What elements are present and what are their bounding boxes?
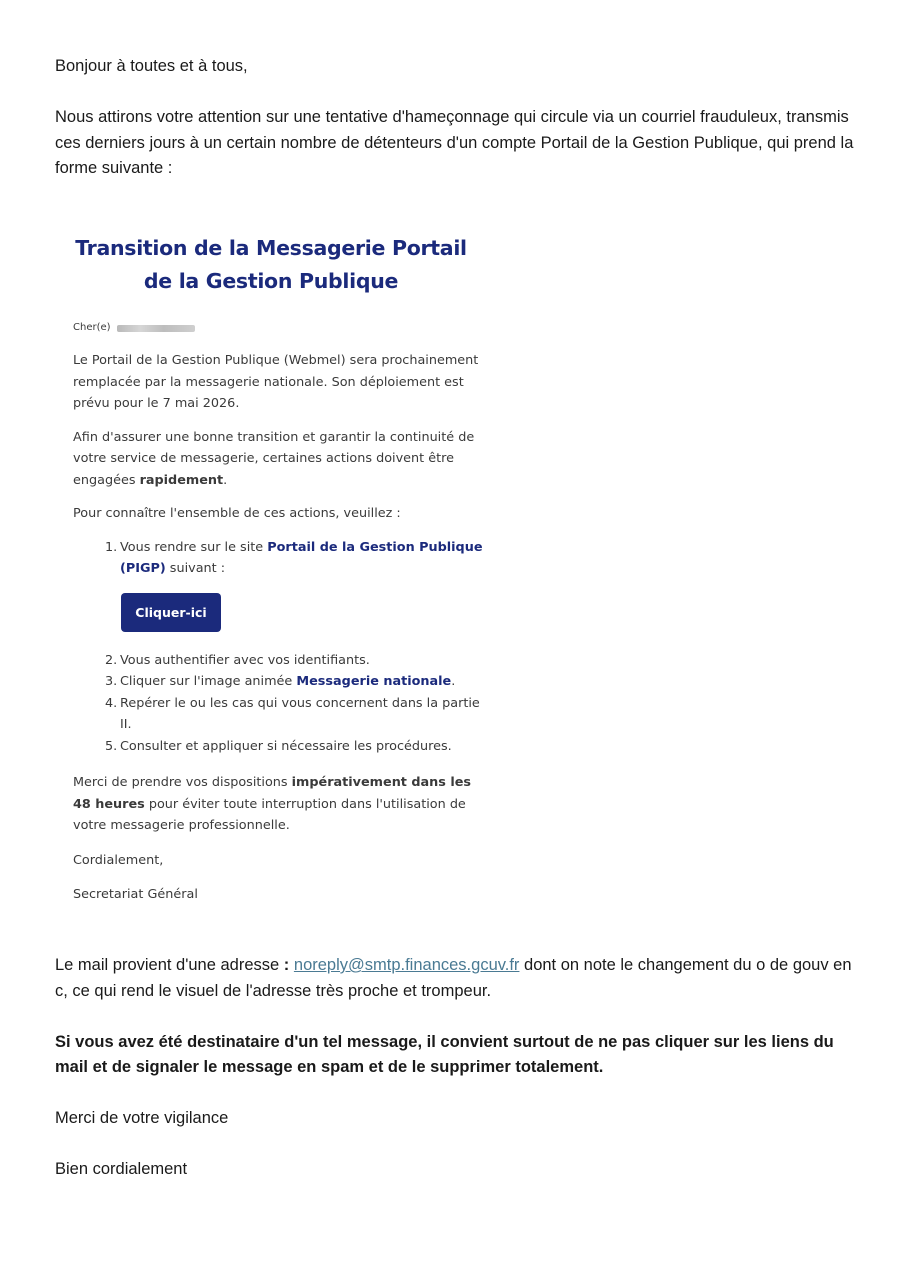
phishing-email-p4	[66, 772, 486, 837]
step-number: 5.	[105, 738, 118, 754]
intro-section	[55, 54, 855, 207]
sender-prefix: Le mail provient d'une adresse	[55, 956, 284, 974]
list-item	[105, 693, 486, 736]
phishing-email-signature: Secretariat Général	[73, 887, 198, 902]
greeting-prefix: Cher(e)	[73, 322, 111, 333]
list-item	[105, 671, 486, 693]
step-number: 1.	[105, 539, 118, 555]
step-number: 4.	[105, 695, 118, 711]
phishing-email-p2	[66, 427, 486, 492]
sender-email-link[interactable]: noreply@smtp.finances.gcuv.fr	[293, 956, 520, 974]
thanks-text: Merci de votre vigilance	[55, 1109, 229, 1127]
signoff-text: Bien cordialement	[55, 1160, 188, 1178]
p2-bold: rapidement	[139, 472, 224, 488]
step-text-after: .	[451, 674, 456, 689]
greeting-text: Bonjour à toutes et à tous,	[55, 57, 248, 75]
p4-start: Merci de prendre vos dispositions	[73, 775, 292, 790]
pigp-link[interactable]: Portail de la Gestion Publique (PIGP)	[120, 539, 483, 576]
phishing-email-p3: Pour connaître l'ensemble de ces actions, veuillez :	[73, 506, 401, 521]
phishing-email-greeting	[66, 321, 486, 335]
list-item	[105, 537, 486, 632]
step-number: 2.	[105, 652, 118, 668]
p4-bold: impérativement dans les 48 heures	[73, 775, 472, 812]
p4-end: pour éviter toute interruption dans l'utilisation de votre messagerie professionnelle.	[73, 796, 466, 833]
list-item	[105, 650, 486, 672]
sender-colon: :	[283, 956, 290, 974]
phishing-email-screenshot	[66, 232, 486, 917]
step-number: 3.	[105, 674, 118, 689]
list-item	[105, 736, 486, 758]
phishing-email-title: Transition de la Messagerie Portail de la Gestion Publique	[75, 236, 467, 293]
sender-paragraph	[55, 953, 855, 1004]
sender-suffix: dont on note le changement du o de gouv en c, ce qui rend le visuel de l'adresse très proche et trompeur.	[55, 956, 852, 1000]
p2-end: .	[223, 472, 228, 488]
phishing-email-closing: Cordialement,	[73, 852, 164, 868]
intro-paragraph: Nous attirons votre attention sur une tentative d'hameçonnage qui circule via un courriel frauduleux, transmis ces derniers jours à un certain nombre de détenteurs d'un compte Portail de la Gestion Publique, qui prend la forme suivante :	[55, 108, 854, 177]
outro-section	[55, 953, 855, 1208]
p2-start: Afin d'assurer une bonne transition et garantir la continuité de votre service de messagerie, certaines actions doivent être engagées	[73, 429, 475, 488]
warning-paragraph: Si vous avez été destinataire d'un tel message, il convient surtout de ne pas cliquer sur les liens du mail et de signaler le message en spam et de le supprimer totalement.	[55, 1032, 834, 1076]
step-text: Consulter et appliquer si nécessaire les procédures.	[120, 738, 452, 754]
step-text: Vous rendre sur le site	[120, 539, 268, 555]
phishing-email-steps	[66, 537, 486, 758]
messagerie-nationale-link[interactable]: Messagerie nationale	[296, 674, 452, 689]
step-text: Vous authentifier avec vos identifiants.	[120, 652, 370, 668]
cliquer-ici-button[interactable]: Cliquer-ici	[121, 593, 221, 632]
step-text: Repérer le ou les cas qui vous concernent dans la partie II.	[120, 695, 480, 732]
step-text-after: suivant :	[165, 561, 226, 576]
redacted-name	[117, 325, 195, 332]
step-text: Cliquer sur l'image animée	[120, 674, 297, 689]
phishing-email-p1: Le Portail de la Gestion Publique (Webmel) sera prochainement remplacée par la messagerie nationale. Son déploiement est prévu pour le 7 mai 2026.	[73, 353, 479, 411]
